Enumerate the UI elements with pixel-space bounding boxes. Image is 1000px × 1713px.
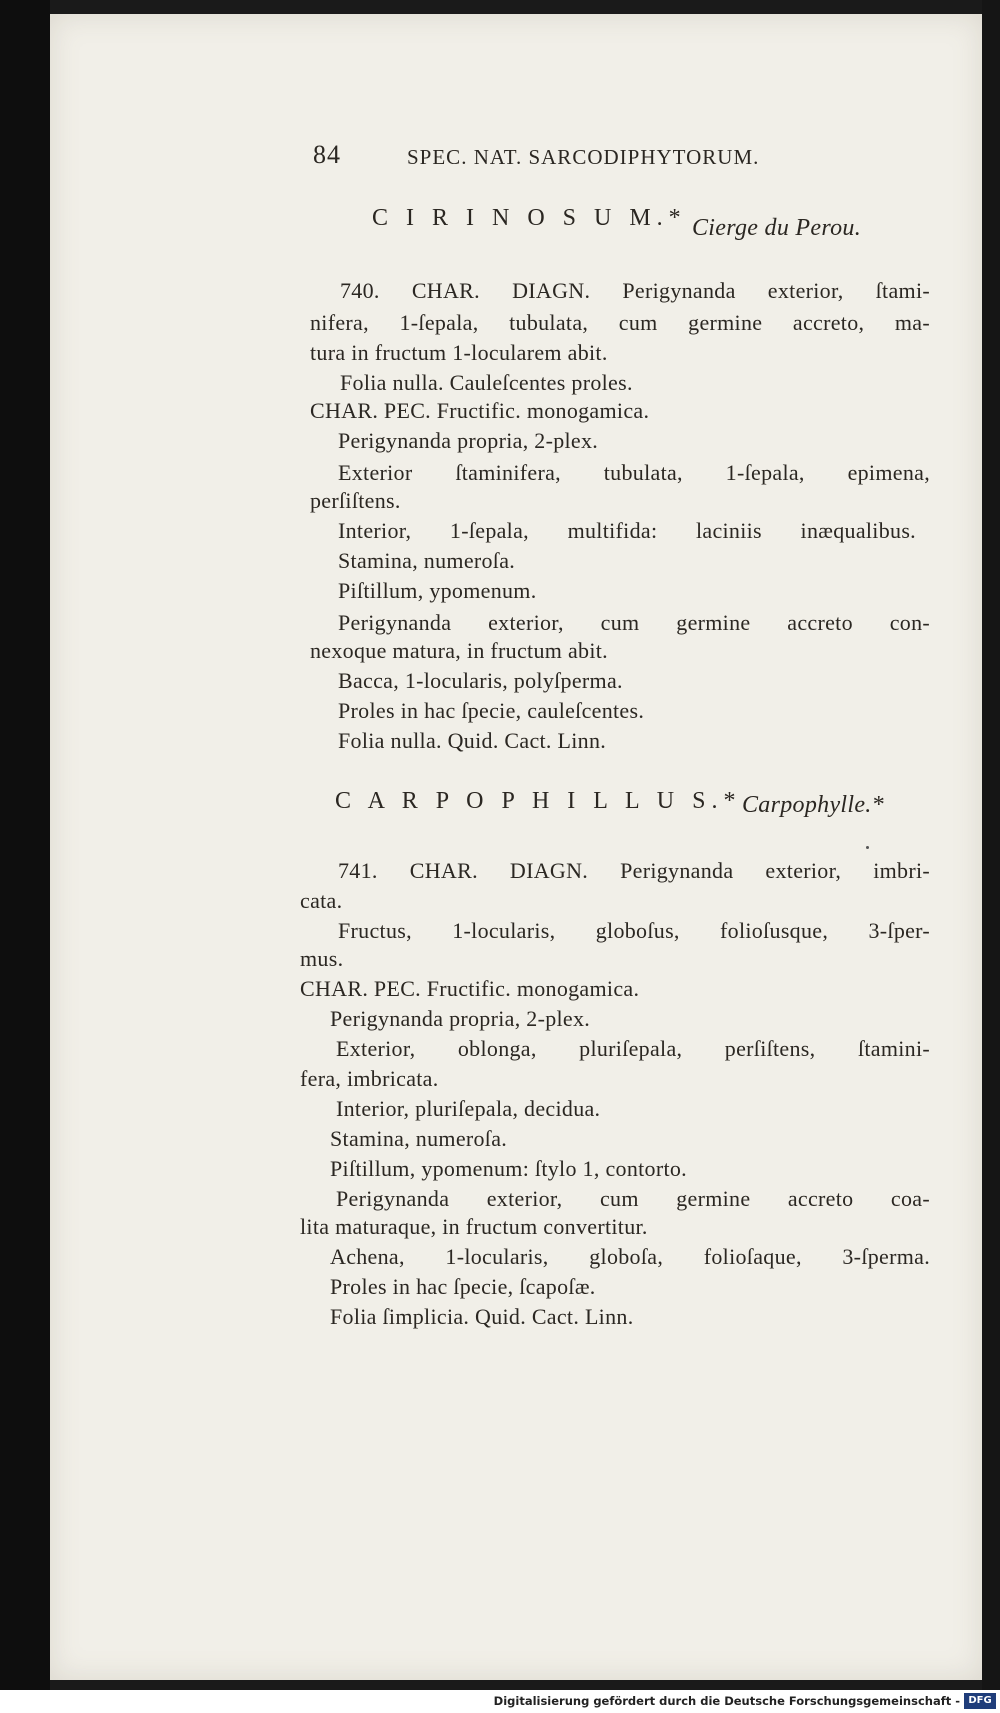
text-line: nexoque matura, in fructum abit. [310,638,608,663]
scan-left-edge [0,0,50,1713]
genus-heading: C A R P O P H I L L U S.* [335,788,742,814]
text-line: Piſtillum, ypomenum. [338,578,537,603]
text-line: Perigynanda exterior, cum germine accreto con- [338,610,930,635]
text-line: Folia nulla. Quid. Cact. Linn. [338,728,607,753]
text-line: Exterior, oblonga, pluriſepala, perſiſtens, ſtamini- [336,1036,930,1061]
ink-speck [866,846,869,849]
text-line: 740. CHAR. DIAGN. Perigynanda exterior, ſtami- [340,278,930,303]
text-line: Perigynanda propria, 2-plex. [338,428,599,453]
text-line: tura in fructum 1-locularem abit. [310,340,608,365]
text-line: fera, imbricata. [300,1066,439,1091]
text-line: Achena, 1-locularis, globoſa, folioſaque, 3-ſperma. [330,1244,930,1269]
text-line: mus. [300,946,344,971]
text-line: Exterior ſtaminifera, tubulata, 1-ſepala, epimena, [338,460,930,485]
vernacular-name: Carpophylle.* [742,792,884,818]
scan-right-edge [982,0,1000,1713]
text-line: lita maturaque, in fructum convertitur. [300,1214,648,1239]
text-line: Proles in hac ſpecie, ſcapoſæ. [330,1274,596,1299]
text-line: Stamina, numeroſa. [338,548,516,573]
text-line: CHAR. PEC. Fructific. monogamica. [310,398,650,423]
text-line: Fructus, 1-locularis, globoſus, folioſusque, 3-ſper- [338,918,930,943]
text-line: 741. CHAR. DIAGN. Perigynanda exterior, imbri- [338,858,930,883]
text-line: Piſtillum, ypomenum: ſtylo 1, contorto. [330,1156,687,1181]
text-line: nifera, 1-ſepala, tubulata, cum germine accreto, ma- [310,310,930,335]
dfg-logo: DFG [964,1693,996,1709]
text-line: CHAR. PEC. Fructific. monogamica. [300,976,640,1001]
page-number: 84 [313,140,341,169]
text-line: Proles in hac ſpecie, cauleſcentes. [338,698,645,723]
text-line: perſiſtens. [310,488,401,513]
text-line: Stamina, numeroſa. [330,1126,508,1151]
text-line: Interior, pluriſepala, decidua. [336,1096,601,1121]
text-line: Folia nulla. Cauleſcentes proles. [340,370,633,395]
genus-heading: C I R I N O S U M.* [372,205,687,231]
digitization-credit: Digitalisierung gefördert durch die Deutsche Forschungsgemeinschaft - [493,1694,960,1708]
text-line: Folia ſimplicia. Quid. Cact. Linn. [330,1304,634,1329]
text-line: Interior, 1-ſepala, multifida: laciniis inæqualibus. [338,518,916,543]
running-title: SPEC. NAT. SARCODIPHYTORUM. [407,145,760,169]
text-line: Perigynanda exterior, cum germine accreto coa- [336,1186,930,1211]
text-line: cata. [300,888,343,913]
text-line: Perigynanda propria, 2-plex. [330,1006,591,1031]
book-page [50,14,982,1680]
text-line: Bacca, 1-locularis, polyſperma. [338,668,623,693]
vernacular-name: Cierge du Perou. [692,215,861,241]
